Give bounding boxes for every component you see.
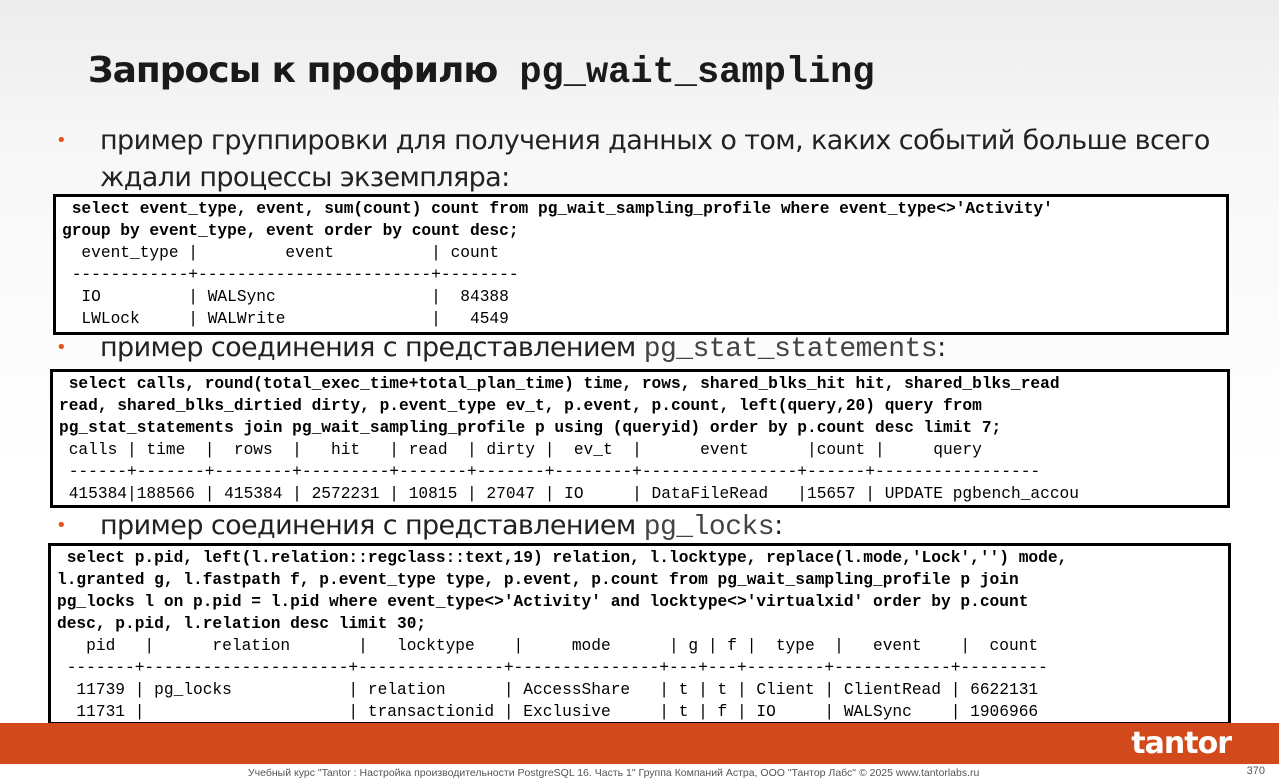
footer-bar bbox=[0, 723, 1279, 764]
footer-text: Учебный курс "Tantor : Настройка производительности PostgreSQL 16. Часть 1" Группа Компаний Астра, ООО "Тантор Лабс" © 2025 www.tantorlabs.ru bbox=[248, 767, 980, 779]
result-row: LWLock | WALWrite | 4549 bbox=[62, 310, 509, 328]
query-line: pg_stat_statements join pg_wait_sampling_profile p using (queryid) order by p.count desc limit 7; bbox=[59, 419, 1002, 437]
query-line: select p.pid, left(l.relation::regclass::text,19) relation, l.locktype, replace(l.mode,'Lock','') mode, bbox=[57, 549, 1068, 567]
slide-title bbox=[88, 50, 875, 106]
bullet-3-code: pg_locks bbox=[643, 512, 775, 543]
code-block-pg-stat-statements bbox=[50, 369, 1230, 508]
code-block-pg-locks bbox=[48, 543, 1231, 725]
query-line: select event_type, event, sum(count) count from pg_wait_sampling_profile where event_type<>'Activity' bbox=[62, 200, 1053, 218]
query-line: desc, p.pid, l.relation desc limit 30; bbox=[57, 615, 427, 633]
bullet-dot-icon: • bbox=[56, 337, 67, 358]
result-separator: ------------+------------------------+-------- bbox=[62, 266, 519, 284]
result-row: IO | WALSync | 84388 bbox=[62, 288, 509, 306]
page-number: 370 bbox=[1246, 765, 1265, 777]
bullet-dot-icon: • bbox=[56, 515, 67, 536]
query-line: read, shared_blks_dirtied dirty, p.event_type ev_t, p.event, p.count, left(query,20) query from bbox=[59, 397, 982, 415]
result-row: 11731 | | transactionid | Exclusive | t | f | IO | WALSync | 1906966 bbox=[57, 703, 1039, 721]
code-block-event-grouping bbox=[53, 194, 1229, 335]
bullet-2 bbox=[56, 329, 946, 368]
title-text: Запросы к профилю bbox=[88, 50, 498, 91]
bullet-2-text: пример соединения с представлением bbox=[100, 332, 644, 363]
result-row: 415384|188566 | 415384 | 2572231 | 10815 | 27047 | IO | DataFileRead |15657 | UPDATE pgbench_accou bbox=[59, 485, 1079, 503]
result-header: pid | relation | locktype | mode | g | f | type | event | count bbox=[57, 637, 1039, 655]
bullet-1-line-2: ждали процессы экземпляра: bbox=[100, 162, 510, 193]
tantor-logo: tantor bbox=[1131, 726, 1231, 761]
bullet-2-code: pg_stat_statements bbox=[643, 334, 938, 365]
query-line: group by event_type, event order by count desc; bbox=[62, 222, 519, 240]
result-header: event_type | event | count bbox=[62, 244, 500, 262]
query-line: l.granted g, l.fastpath f, p.event_type type, p.event, p.count from pg_wait_sampling_profile p join bbox=[57, 571, 1019, 589]
bullet-1 bbox=[56, 122, 1210, 196]
bullet-3 bbox=[56, 507, 783, 546]
bullet-3-suffix: : bbox=[774, 510, 783, 541]
bullet-3-text: пример соединения с представлением bbox=[100, 510, 644, 541]
query-line: select calls, round(total_exec_time+total_plan_time) time, rows, shared_blks_hit hit, shared_blks_read bbox=[59, 375, 1060, 393]
result-row: 11739 | pg_locks | relation | AccessShare | t | t | Client | ClientRead | 6622131 bbox=[57, 681, 1039, 699]
bullet-2-suffix: : bbox=[937, 332, 946, 363]
bullet-1-line-1: пример группировки для получения данных о том, каких событий больше всего bbox=[100, 125, 1210, 156]
result-separator: -------+---------------------+---------------+---------------+---+---+--------+------------+--------- bbox=[57, 659, 1048, 677]
title-code: pg_wait_sampling bbox=[519, 52, 875, 94]
result-separator: ------+-------+--------+---------+-------+-------+--------+----------------+------+----------------- bbox=[59, 463, 1041, 481]
bullet-dot-icon: • bbox=[56, 130, 67, 151]
query-line: pg_locks l on p.pid = l.pid where event_type<>'Activity' and locktype<>'virtualxid' order by p.count bbox=[57, 593, 1029, 611]
result-header: calls | time | rows | hit | read | dirty | ev_t | event |count | query bbox=[59, 441, 982, 459]
